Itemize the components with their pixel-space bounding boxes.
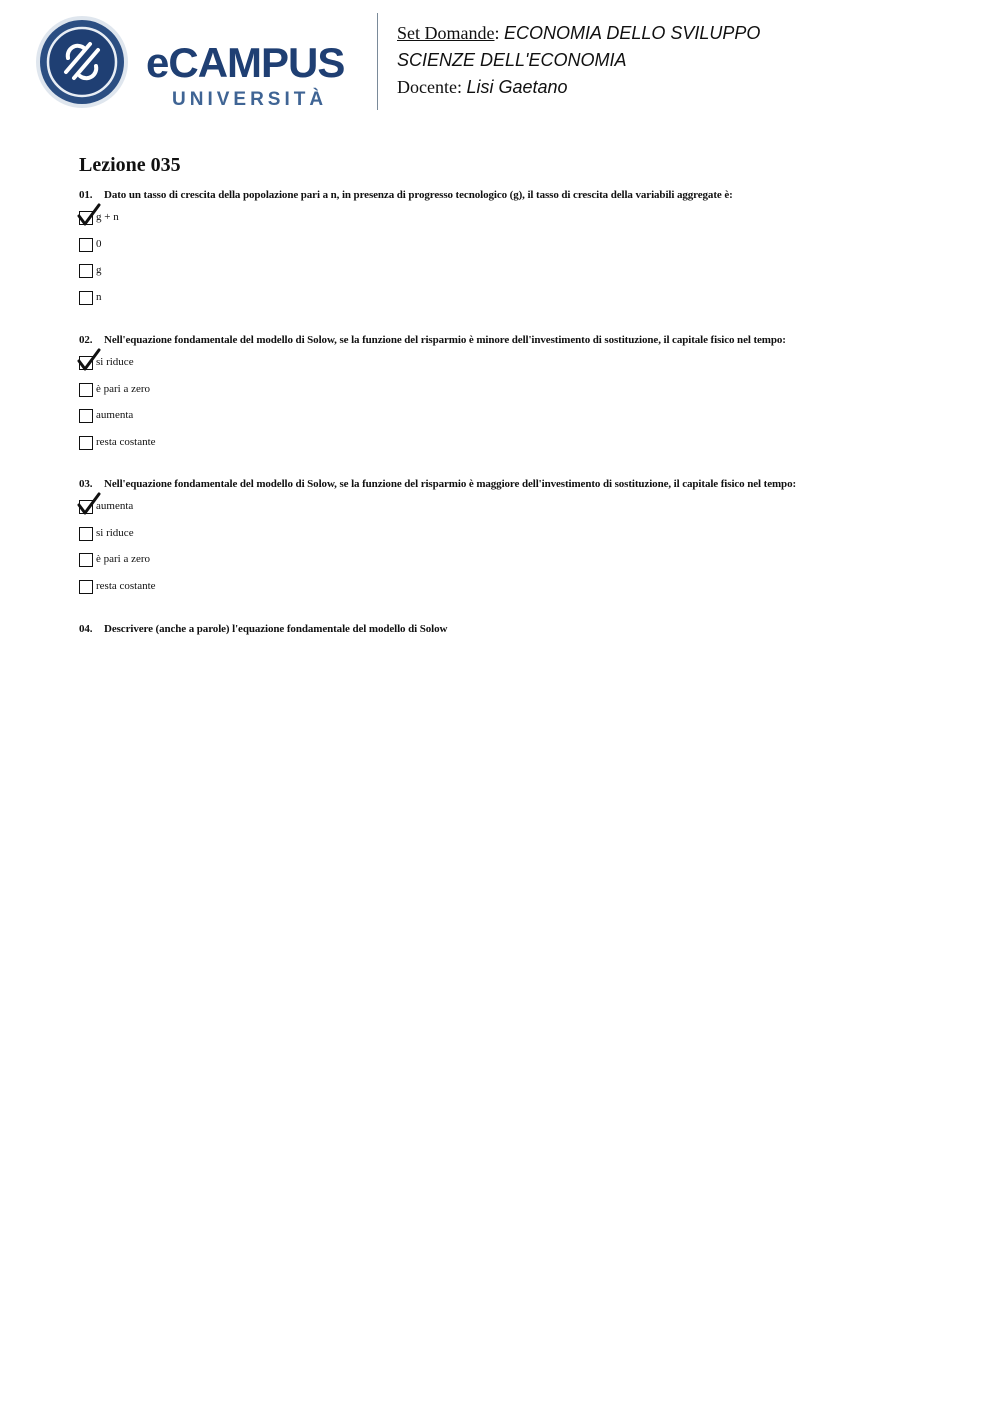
answer-option[interactable] [79,236,979,263]
answer-checkbox[interactable] [79,500,93,514]
answer-list [79,354,979,461]
question-text [79,332,979,348]
answer-option[interactable] [79,262,979,289]
answer-checkbox[interactable] [79,238,93,252]
answer-option[interactable] [79,498,979,525]
answer-option[interactable] [79,354,979,381]
answer-option[interactable] [79,434,979,461]
teacher-name: Lisi Gaetano [466,77,568,97]
answer-label: si riduce [96,356,134,368]
question-2 [79,332,979,461]
answer-label: n [96,291,102,304]
answer-option[interactable] [79,209,979,236]
answer-option[interactable] [79,525,979,552]
answer-checkbox[interactable] [79,553,93,567]
answer-checkbox[interactable] [79,211,93,225]
question-text [79,621,979,637]
question-number: 04. [79,623,93,635]
document-header [0,0,1000,130]
answer-checkbox[interactable] [79,527,93,541]
teacher-line: Docente: Lisi Gaetano [397,77,568,97]
answer-checkbox[interactable] [79,264,93,278]
question-number: 03. [79,478,93,490]
brand-bottom: UNIVERSITÀ [172,89,328,110]
question-1 [79,187,979,316]
answer-option[interactable] [79,381,979,408]
answer-checkbox[interactable] [79,383,93,397]
answer-label: g + n [96,211,119,223]
answer-list [79,498,979,605]
answer-checkbox[interactable] [79,436,93,450]
faculty-line [397,47,760,74]
question-text [79,476,979,492]
question-body: Descrivere (anche a parole) l'equazione fondamentale del modello di Solow [104,623,448,635]
answer-label: è pari a zero [96,553,151,566]
answer-option[interactable] [79,578,979,605]
checkmark-icon [77,492,101,516]
answer-checkbox[interactable] [79,580,93,594]
answer-list [79,209,979,316]
answer-label: 0 [96,237,102,250]
question-body: Nell'equazione fondamentale del modello di Solow, se la funzione del risparmio è maggiore dell'investimento di sostituzione, il capitale fisico nel tempo: [104,478,797,490]
question-4 [79,621,979,637]
course-name: ECONOMIA DELLO SVILUPPO [504,23,761,43]
question-3 [79,476,979,605]
question-body: Nell'equazione fondamentale del modello di Solow, se la funzione del risparmio è minore dell'investimento di sostituzione, il capitale fisico nel tempo: [104,334,786,346]
answer-label: g [96,264,102,277]
answer-label: resta costante [96,436,156,449]
answer-checkbox[interactable] [79,356,93,370]
answer-option[interactable] [79,407,979,434]
answer-option[interactable] [79,551,979,578]
question-number: 01. [79,189,93,201]
lesson-title: Lezione 035 [79,154,181,176]
ecampus-logo [32,14,372,114]
answer-label: si riduce [96,526,134,539]
answer-label: aumenta [96,500,134,512]
answer-checkbox[interactable] [79,291,93,305]
question-number: 02. [79,334,93,346]
header-info [397,20,760,101]
checkmark-icon [77,203,101,227]
answer-label: resta costante [96,580,156,593]
faculty-name: SCIENZE DELL'ECONOMIA [397,50,627,70]
set-label: Set Domande [397,23,495,43]
course-line: Set Domande: ECONOMIA DELLO SVILUPPO [397,23,761,43]
answer-option[interactable] [79,289,979,316]
question-body: Dato un tasso di crescita della popolazione pari a n, in presenza di progresso tecnologico (g), il tasso di crescita della variabili aggregate è: [104,189,733,201]
answer-label: è pari a zero [96,382,151,395]
answer-label: aumenta [96,409,134,422]
question-text [79,187,979,203]
brand-top: eCAMPUS [146,39,345,86]
answer-checkbox[interactable] [79,409,93,423]
teacher-label: Docente [397,77,457,97]
checkmark-icon [77,348,101,372]
header-divider [377,13,378,110]
